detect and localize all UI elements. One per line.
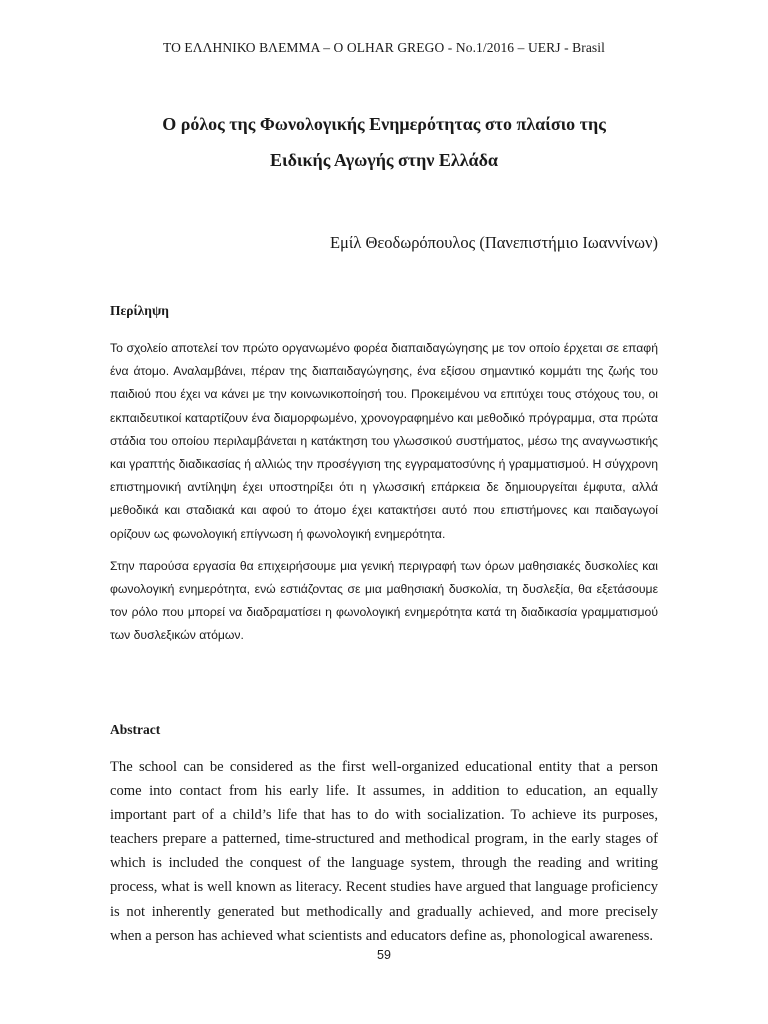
page-number: 59 (377, 948, 391, 962)
article-title-line-1: Ο ρόλος της Φωνολογικής Ενημερότητας στο πλαίσιο της (162, 114, 606, 134)
greek-summary-paragraph-2: Στην παρούσα εργασία θα επιχειρήσουμε μια γενική περιγραφή των όρων μαθησιακές δυσκολίες και φωνολογική ενημερότητα, ενώ εστιάζοντας σε μια μαθησιακή δυσκολία, τη δυσλεξία, θα εξετάσουμε τον ρόλο που μπορεί να διαδραματίσει η φωνολογική ενημερότητα κατά τη διαδικασία γραμματισμού των δυσλεξικών ατόμων. (110, 558, 658, 643)
greek-summary-body (110, 337, 658, 648)
abstract-paragraph-1: The school can be considered as the first well-organized educational entity that a person come into contact from his early life. It assumes, in addition to education, an equally important part of a child’s life that has to do with socialization. To achieve its purposes, teachers prepare a patterned, time-structured and methodical program, in the early stages of which is included the conquest of the language system, through the reading and writing process, what is well known as literacy. Recent studies have argued that language proficiency is not inherently generated but methodically and gradually achieved, and more precisely when a person has achieved what scientists and educators define as, phonological awareness. (110, 759, 658, 944)
running-head: ΤΟ ΕΛΛΗΝΙΚΟ ΒΛΕΜΜΑ – O OLHAR GREGO - No.1/2016 – UERJ - Brasil (162, 40, 605, 55)
abstract-heading: Abstract (110, 722, 161, 737)
greek-summary-heading: Περίληψη (110, 303, 169, 318)
article-title-line-2: Ειδικής Αγωγής στην Ελλάδα (270, 150, 498, 170)
abstract-body (110, 755, 658, 948)
article-title (90, 106, 678, 178)
greek-summary-paragraph-1: Το σχολείο αποτελεί τον πρώτο οργανωμένο φορέα διαπαιδαγώγησης με τον οποίο έρχεται σε επαφή ένα άτομο. Αναλαμβάνει, πέραν της διαπαιδαγώγησης, ένα εξίσου σημαντικό κομμάτι της ζωής του παιδιού που έχει να κάνει με την κοινωνικοποίησή του. Προκειμένου να επιτύχει τους στόχους του, οι εκπαιδευτικοί καταρτίζουν ένα διαμορφωμένο, χρονογραφημένο και μεθοδικό πρόγραμμα, στα πρώτα στάδια του οποίου περιλαμβάνεται η κατάκτηση του γλωσσικού συστήματος, μέσω της αναγνωστικής και γραπτής διαδικασίας ή αλλιώς την προσέγγιση της εγγραματοσύνης ή γραμματισμού. Η σύγχρονη επιστημονική αντίληψη έχει υποστηρίξει ότι η γλωσσική επάρκεια δε δημιουργείται έμφυτα, αλλά μεθοδικά και σταδιακά και αφού το άτομο έχει κατακτήσει αυτό που επιστήμονες και παιδαγωγοί ορίζουν ως φωνολογική επίγνωση ή φωνολογική ενημερότητα. (110, 341, 658, 541)
author-line: Εμίλ Θεοδωρόπουλος (Πανεπιστήμιο Ιωαννίνων) (329, 233, 658, 252)
